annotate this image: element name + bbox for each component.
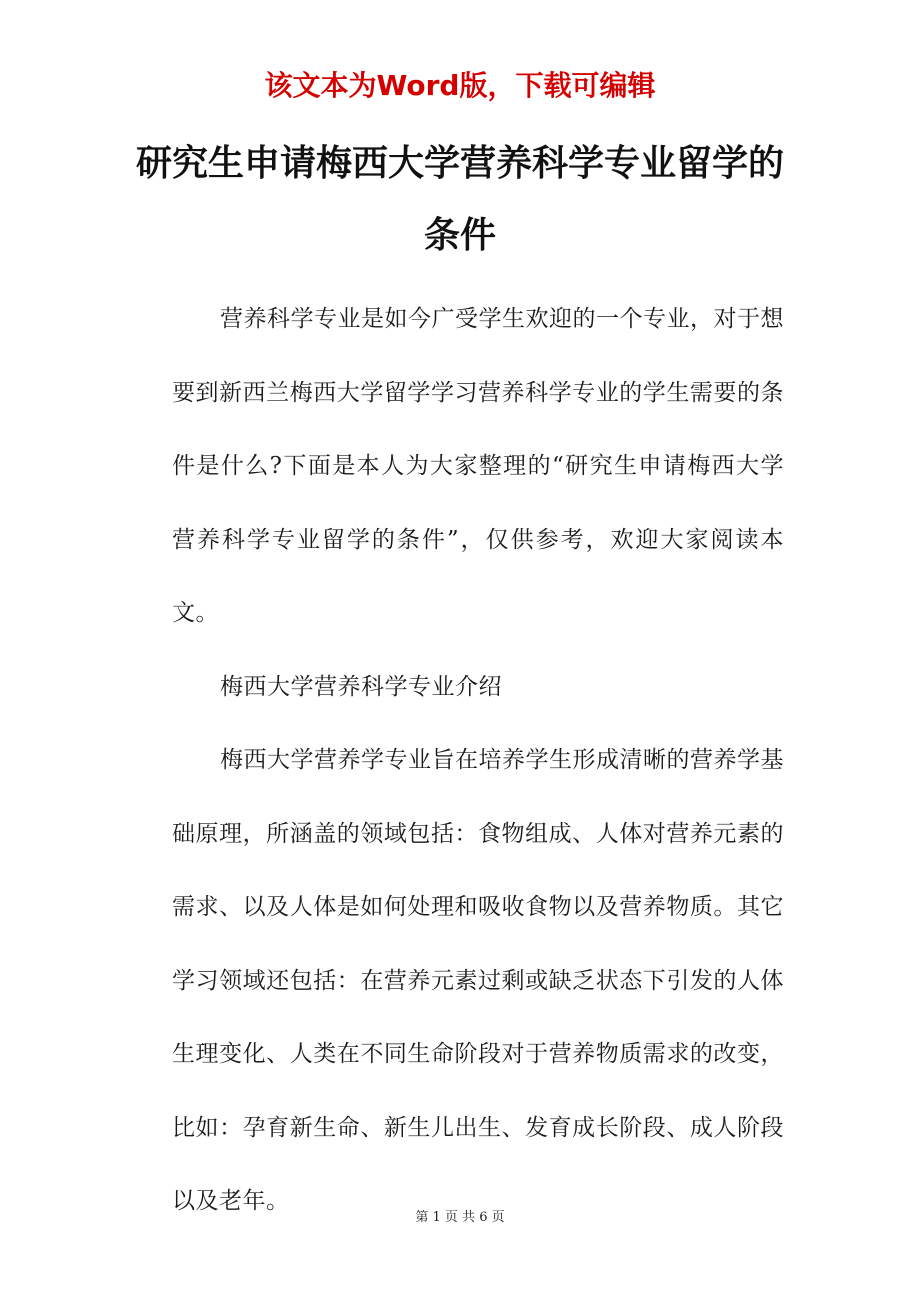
body-paragraph: 梅西大学营养学专业旨在培养学生形成清晰的营养学基础原理，所涵盖的领域包括：食物组成、人体对营养元素的需求、以及人体是如何处理和吸收食物以及营养物质。其它学习领域还包括：在营养元素过剩或缺乏状态下引发的人体生理变化、人类在不同生命阶段对于营养物质需求的改变，比如：孕育新生命、新生儿出生、发育成长阶段、成人阶段以及老年。 <box>172 747 784 1214</box>
document-title: 研究生申请梅西大学营养科学专业留学的条件 <box>135 143 784 256</box>
section-heading: 梅西大学营养科学专业介绍 <box>220 673 502 700</box>
document-body <box>172 283 784 1239</box>
intro-paragraph: 营养科学专业是如今广受学生欢迎的一个专业，对于想要到新西兰梅西大学留学学习营养科学专业的学生需要的条件是什么?下面是本人为大家整理的“研究生申请梅西大学营养科学专业留学的条件”，仅供参考，欢迎大家阅读本文。 <box>172 306 784 626</box>
download-banner: 该文本为Word版，下载可编辑 <box>264 69 656 102</box>
page-number-footer: 第 1 页 共 6 页 <box>415 1210 505 1225</box>
